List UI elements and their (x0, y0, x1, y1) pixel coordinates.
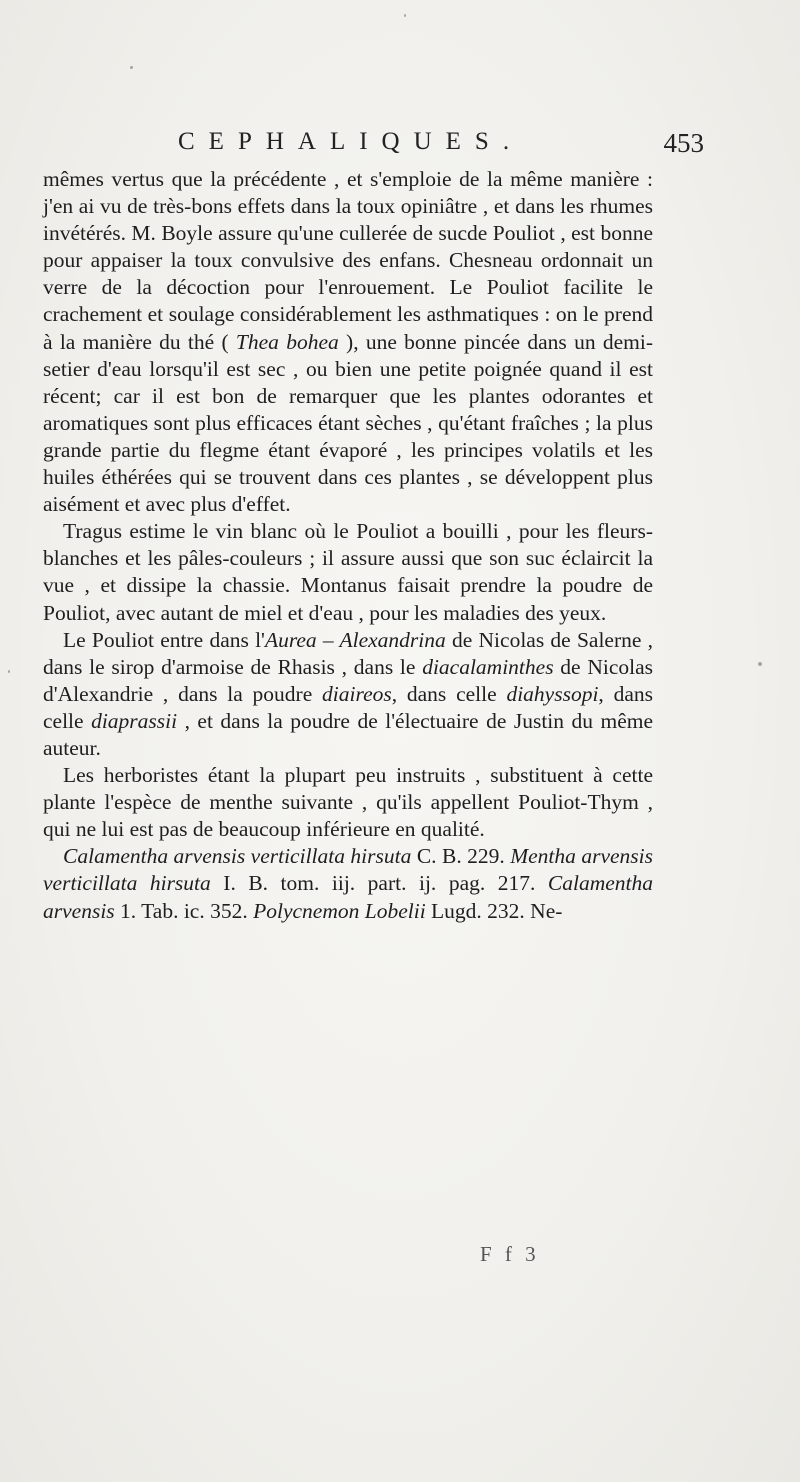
text-segment: 1. Tab. ic. 352. (114, 898, 254, 923)
running-head (40, 128, 760, 164)
italic-text-segment: Thea bohea (235, 329, 339, 354)
text-segment: mêmes vertus que la précédente , et s'emploie de la même manière : j'en ai vu de très-bons effets dans la toux opiniâtre , et dans les rhumes invétérés. M. Boyle assure qu'une cullerée de sucde Pouliot , est bonne pour appaiser la toux convulsive des enfans. Chesneau ordonnait un verre de la décoction pour l'enrouement. Le Pouliot facilite le crachement et soulage considérablement les asthmatiques : on le prend à la manière du thé ( (43, 167, 653, 354)
paragraph (43, 518, 653, 626)
text-segment: C. B. 229. (411, 844, 511, 869)
paper-speck (130, 66, 133, 69)
italic-text-segment: Mentha arvensis verticillata hirsuta (43, 844, 653, 896)
running-title: CEPHALIQUES. (178, 128, 524, 155)
text-segment: Les herboristes étant la plupart peu instruits , substituent à cette plante l'espèce de menthe suivante , qu'ils appellent Pouliot-Thym , qui ne lui est pas de beaucoup inférieure en qualité. (43, 763, 653, 842)
paper-speck (404, 14, 406, 17)
text-segment: Tragus estime le vin blanc où le Pouliot a bouilli , pour les fleurs-blanches et les pâles-couleurs ; il assure aussi que son suc éclaircit la vue , et dissipe la chassie. Montanus faisait prendre la poudre de Pouliot, avec autant de miel et d'eau , pour les maladies des yeux. (43, 519, 653, 625)
paragraph (43, 166, 653, 518)
text-segment: Le Pouliot entre dans l' (63, 627, 265, 652)
body-text (43, 166, 653, 925)
paper-speck (8, 670, 10, 673)
text-segment: I. B. tom. iij. part. ij. pag. 217. (210, 871, 548, 896)
italic-text-segment: Aurea – Alexandrina (264, 627, 446, 652)
italic-text-segment: diahyssopi (506, 681, 599, 706)
italic-text-segment: diaireos (322, 681, 392, 706)
text-segment: , dans celle (43, 681, 653, 733)
italic-text-segment: diacalaminthes (422, 654, 554, 679)
page-number: 453 (663, 128, 704, 158)
text-segment: de Nicolas de Salerne , dans le sirop d'armoise de Rhasis , dans le (43, 627, 654, 679)
text-segment: ), une bonne pincée dans un demi-setier d'eau lorsqu'il est sec , ou bien une petite poignée quand il est récent; car il est bon de remarquer que les plantes odorantes et aromatiques sont plus efficaces étant sèches , qu'étant fraîches ; la plus grande partie du flegme étant évaporé , les principes volatils et les huiles éthérées qui se trouvent dans ces plantes , se développent plus aisément et avec plus d'effet. (43, 329, 653, 517)
signature-mark: F f 3 (480, 1242, 540, 1266)
italic-text-segment: diaprassii (91, 708, 178, 733)
text-segment: de Nicolas d'Alexandrie , dans la poudre (43, 654, 654, 706)
text-segment: Lugd. 232. Ne- (425, 898, 563, 923)
paragraph (43, 627, 653, 762)
text-segment: , et dans la poudre de l'électuaire de Justin du même auteur. (43, 708, 654, 760)
paragraph (43, 762, 653, 843)
italic-text-segment: Polycnemon Lobelii (253, 898, 426, 923)
paragraph (43, 843, 653, 924)
italic-text-segment: Calamentha arvensis verticillata hirsuta (63, 844, 412, 869)
paper-speck (758, 662, 762, 666)
text-segment: , dans celle (391, 681, 507, 706)
italic-text-segment: Calamentha arvensis (43, 871, 653, 923)
